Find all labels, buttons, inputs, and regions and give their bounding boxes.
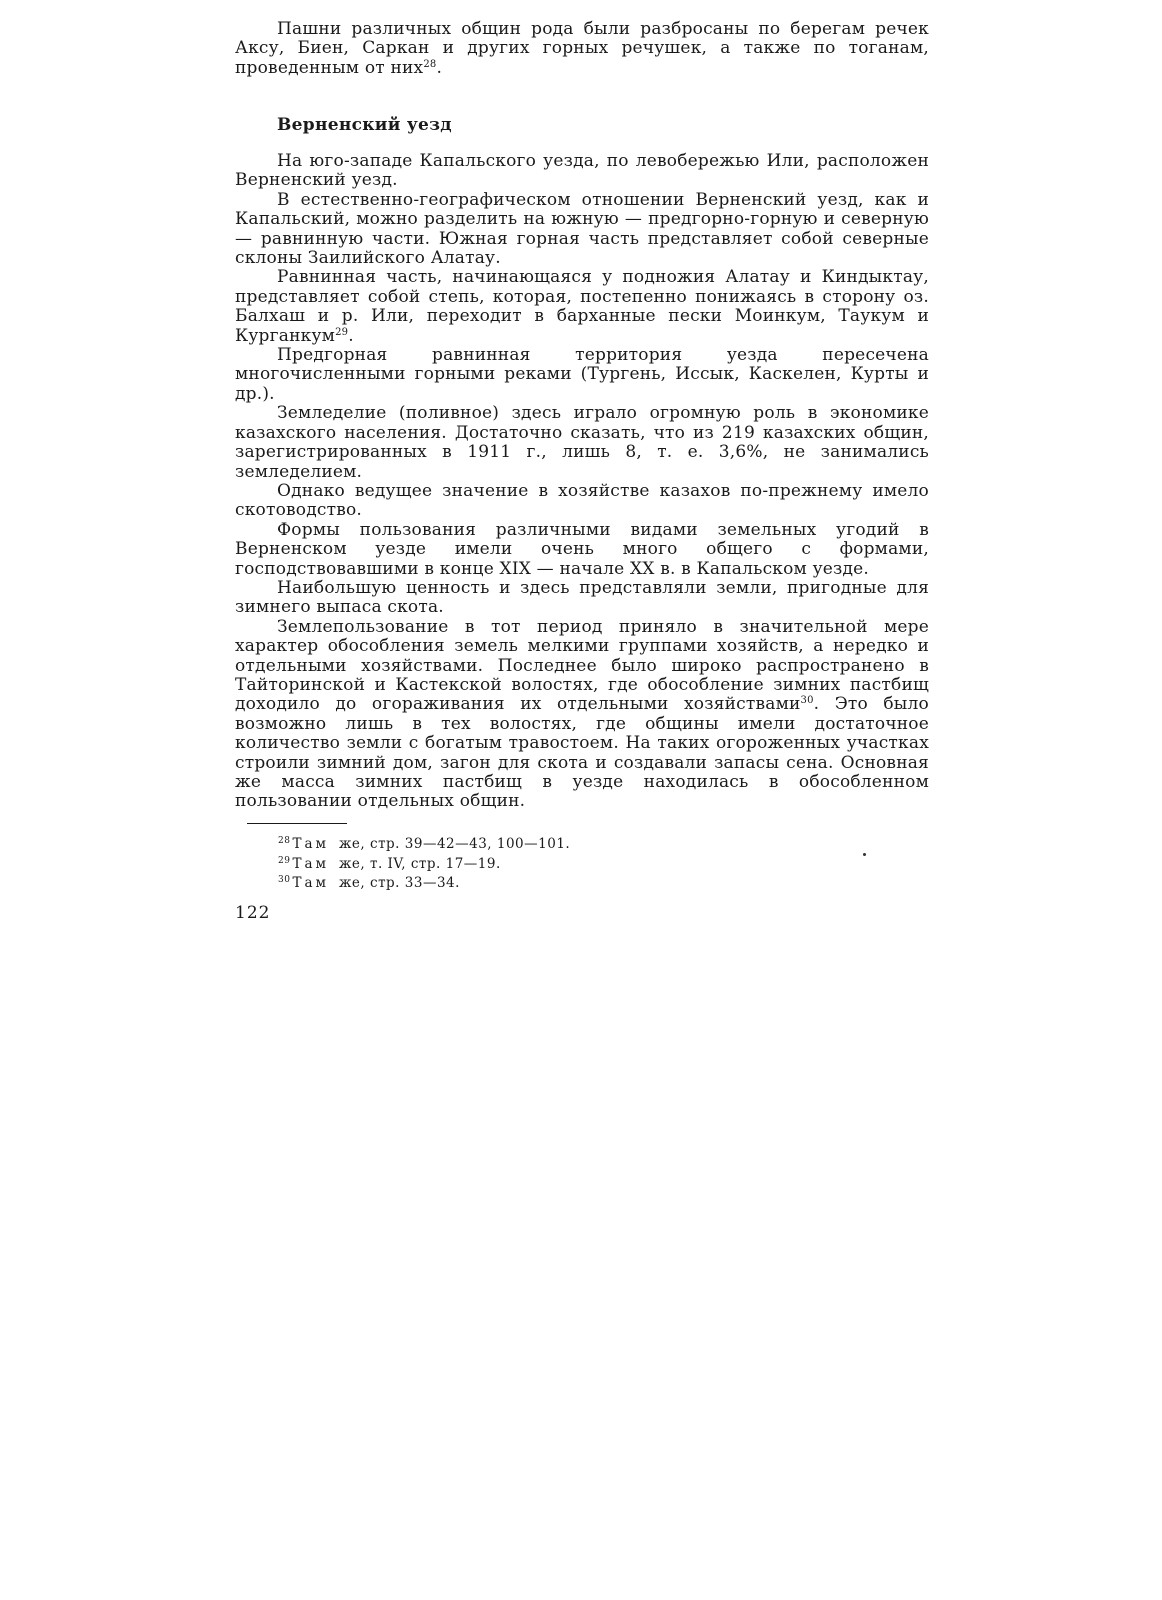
paragraph: Наибольшую ценность и здесь представляли земли, пригодные для зимнего выпаса скота.	[235, 577, 929, 618]
footnote-ref-30[interactable]: 30	[800, 695, 814, 707]
section-heading: Верненский уезд	[277, 115, 452, 135]
paragraph: Земледелие (поливное) здесь играло огромную роль в экономике казахского населения. Достаточно сказать, что из 219 казахских общин, зарегистрированных в 1911 г., лишь 8, т. е. 3,6%, не занимались земледелием.	[235, 403, 929, 482]
footnote-29	[278, 853, 570, 873]
footnote-divider	[247, 823, 347, 824]
footnote-ref-29[interactable]: 29	[335, 326, 349, 338]
paragraph: На юго-западе Капальского уезда, по левобережью Или, расположен Верненский уезд.	[235, 151, 929, 191]
scan-speck	[863, 853, 866, 856]
footnote-text: же, т. IV, стр. 17—19.	[339, 855, 501, 872]
paragraph: Равнинная часть, начинающаяся у подножия Алатау и Киндыктау, представляет собой степь, которая, постепенно понижаясь в сторону оз. Балхаш и р. Или, переходит в барханные пески Моинкум, Таукум и Курганкум$^{29}$.	[235, 267, 929, 346]
paragraph: Однако ведущее значение в хозяйстве казахов по-прежнему имело скотоводство.	[235, 480, 929, 521]
footnote-lead: Там	[292, 855, 330, 872]
intro-paragraph: Пашни различных общин рода были разбросаны по берегам речек Аксу, Биен, Саркан и других горных речушек, а также по тоганам, проведенным от них$^{28}$.	[235, 19, 929, 78]
footnotes	[278, 833, 570, 892]
footnote-lead: Там	[292, 875, 330, 891]
footnote-text: же, стр. 39—42—43, 100—101.	[339, 836, 571, 852]
intro-block	[235, 20, 929, 78]
section-body	[235, 152, 929, 812]
footnote-text: же, стр. 33—34.	[339, 875, 460, 891]
footnote-lead: Там	[292, 836, 330, 852]
paragraph: Землепользование в тот период приняло в значительной мере характер обособления земель мелкими группами хозяйств, а нередко и отдельными хозяйствами. Последнее было широко распространено в Тайторинской и Кастекской волостях, где обособление зимних пастбищ доходило до огораживания их отдельными хозяйствами$^{30}$. Это было возможно лишь в тех волостях, где общины имели достаточное количество земли с богатым травостоем. На таких огороженных участках строили зимний дом, загон для скота и создавали запасы сена. Основная же масса зимних пастбищ в уезде находилась в обособленном пользовании отдельных общин.	[235, 616, 929, 812]
paragraph: В естественно-географическом отношении Верненский уезд, как и Капальский, можно разделить на южную — предгорно-горную и северную — равнинную части. Южная горная часть представляет собой северные склоны Заилийского Алатау.	[235, 189, 929, 269]
footnote-28	[278, 833, 570, 853]
paragraph: Формы пользования различными видами земельных угодий в Верненском уезде имели очень много общего с формами, господствовавшими в конце XIX — начале XX в. в Капальском уезде.	[235, 519, 929, 579]
footnote-ref-28[interactable]: 28	[423, 58, 437, 70]
footnote-number: 28	[278, 836, 291, 846]
footnote-30	[278, 872, 570, 892]
paragraph: Предгорная равнинная территория уезда пересечена многочисленными горными реками (Тургень, Иссык, Каскелен, Курты и др.).	[235, 345, 929, 404]
footnote-number: 30	[278, 875, 291, 885]
footnote-number: 29	[278, 855, 291, 866]
page-number: 122	[235, 903, 271, 923]
